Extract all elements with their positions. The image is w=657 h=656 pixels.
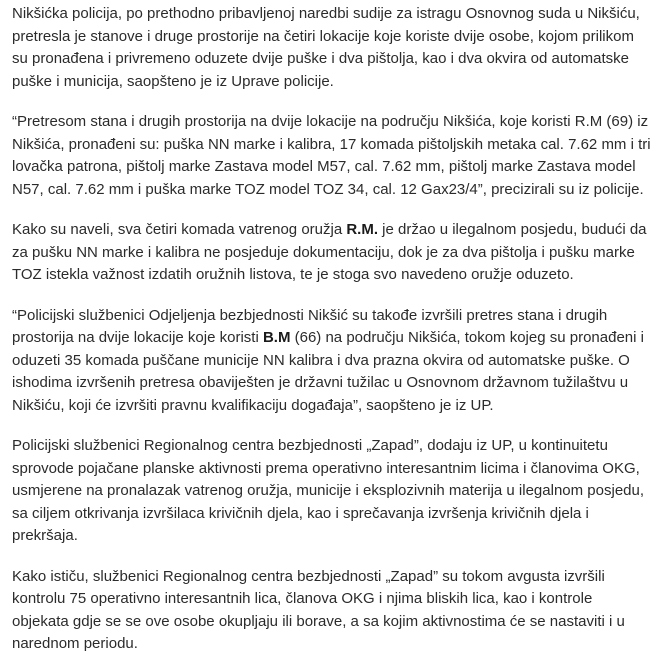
paragraph-search-quote-bm	[12, 305, 653, 418]
article-body	[0, 3, 653, 656]
paragraph-text-segment: (66) na području Nikšića, tokom kojeg su pronađeni i oduzeti 35 komada puščane municije NN kalibra i dva prazna okvira od automatske puške. O ishodima izvršenih pretresa obaviješten je državni tužilac u Osnovnom državnom tužilaštvu u Nikšiću, koji će izvršiti pravnu kvalifikaciju događaja”, saopšteno je iz UP.	[12, 329, 644, 414]
paragraph-text-segment: Kako su naveli, sva četiri komada vatrenog oružja	[12, 221, 347, 238]
paragraph-text-segment: je držao u ilegalnom posjedu, budući da za pušku NN marke i kalibra ne posjeduje dokumentaciju, dok je za dva pištolja i pušku marke TOZ istekla važnost izdatih oružnih listova, te je stoga svo navedeno oružje oduzeto.	[12, 221, 647, 283]
paragraph-intro: Nikšićka policija, po prethodno pribavljenoj naredbi sudije za istragu Osnovnog suda u Nikšiću, pretresla je stanove i druge prostorije na četiri lokacije koje koriste dvije osobe, kojom prilikom su pronađena i privremeno oduzete dvije puške i dva pištolja, kao i dva okvira od automatske puške i municija, saopšteno je iz Uprave policije.	[12, 5, 640, 90]
person-initials-bold: B.M	[262, 329, 291, 346]
paragraph-search-quote-rm: “Pretresom stana i drugih prostorija na dvije lokacije na području Nikšića, koje koristi R.M (69) iz Nikšića, pronađeni su: puška NN marke i kalibra, 17 komada pištoljskih metaka cal. 7.62 mm i tri lovačka patrona, pištolj marke Zastava model M57, cal. 7.62 mm, pištolj marke Zastava model N57, cal. 7.62 mm i puška marke TOZ model TOZ 34, cal. 12 Gax23/4”, precizirali su iz policije.	[12, 113, 651, 198]
paragraph-text-segment: “Policijski službenici Odjeljenja bezbjednosti Nikšić su takođe izvršili pretres stana i drugih prostorija na dvije lokacije koje koristi	[12, 306, 608, 346]
paragraph-august-controls: Kako ističu, službenici Regionalnog centra bezbjednosti „Zapad” su tokom avgusta izvršili kontrolu 75 operativno interesantnih lica, članova OKG i njima bliskih lica, kao i kontrole objekata gdje se se ove osobe okupljaju ili borave, a sa kojim aktivnostima će se nastaviti i u narednom periodu.	[12, 567, 625, 652]
paragraph-illegal-possession	[12, 219, 653, 287]
paragraph-regional-center: Policijski službenici Regionalnog centra bezbjednosti „Zapad”, dodaju iz UP, u kontinuitetu sprovode pojačane planske aktivnosti prema operativno interesantnim licima i članovima OKG, usmjerene na pronalazak vatrenog oružja, municije i eksplozivnih materija u ilegalnom posjedu, sa ciljem otkrivanja izvršilaca krivičnih djela, kao i sprečavanja izvršenja krivičnih djela i prekršaja.	[12, 437, 645, 544]
person-initials-bold: R.M.	[346, 221, 379, 238]
